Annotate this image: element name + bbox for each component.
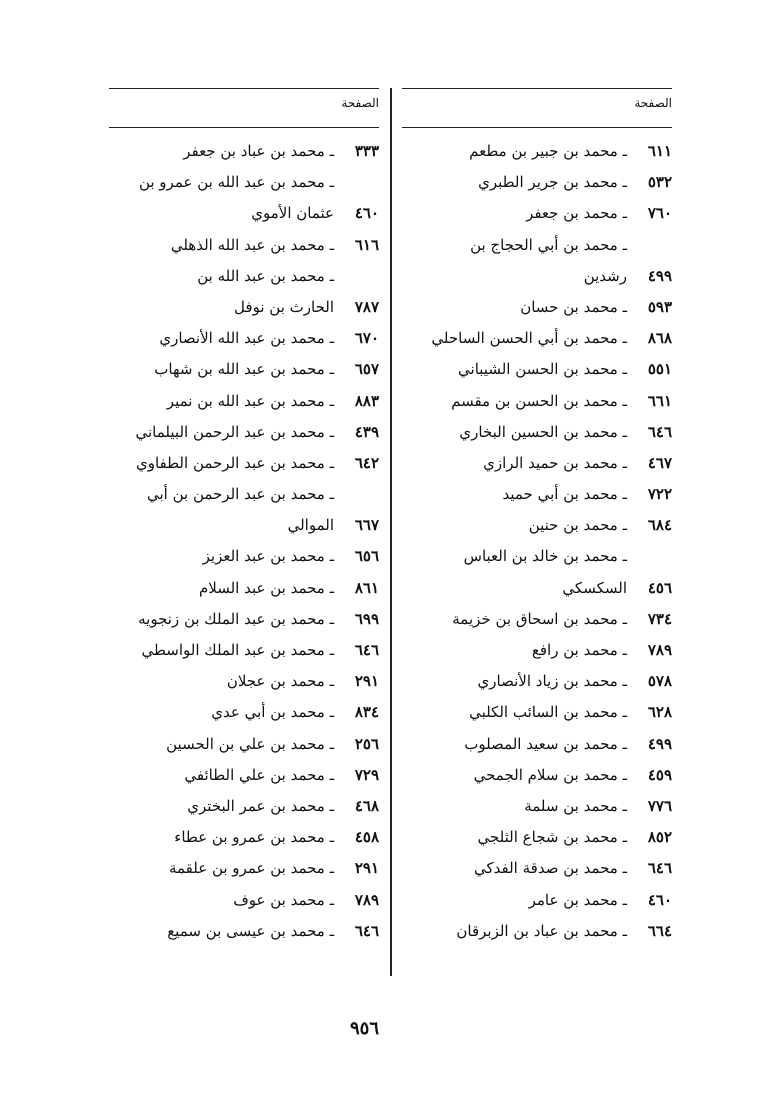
entry-page: ٤٩٩ [647,266,672,285]
entry-name: ـ محمد بن شجاع الثلجي [477,828,627,847]
entry-name: ـ محمد بن عباد بن الزبرقان [456,921,627,940]
entry-page: ٦٨٤ [647,516,672,535]
entry-page: ٨٣٤ [354,703,379,722]
left-entries [109,136,379,947]
index-entry [109,573,379,604]
column-divider [390,88,392,976]
entry-page: ٦٥٧ [354,360,379,379]
index-entry [109,136,379,167]
entry-page: ٢٥٦ [354,734,379,753]
entry-page: ٧٣٤ [647,609,672,628]
entry-name: ـ محمد بن عباد بن جعفر [183,142,334,160]
entry-name: رشدين [583,266,627,285]
entry-name: ـ محمد بن عبد الله بن عمرو بن [138,173,334,192]
entry-page: ٨٥٢ [647,828,672,847]
index-entry [109,604,379,635]
index-entry [402,167,672,198]
entry-page: ٤٩٩ [647,734,672,753]
index-entry [109,916,379,947]
index-entry [109,697,379,728]
entry-name: ـ محمد بن سعيد المصلوب [464,734,627,753]
index-entry [402,853,672,884]
index-entry [109,760,379,791]
entry-page: ٨٦٨ [647,329,672,348]
entry-page: ٧٧٦ [647,796,672,815]
entry-page: ٦٤٦ [354,641,379,659]
entry-name: ـ محمد بن عبد الرحمن بن أبي [146,485,334,504]
entry-name: ـ محمد بن حنين [528,516,627,535]
entry-name: ـ محمد بن عيسى بن سميع [167,921,334,940]
index-entry [109,261,379,292]
entry-page: ٦٩٩ [354,609,379,628]
index-entry [402,510,672,541]
entry-page: ٤٦٠ [647,890,672,909]
index-entry [402,354,672,385]
index-entry [402,729,672,760]
index-entry [109,729,379,760]
entry-name: ـ محمد بن الحسن بن مقسم [451,391,627,410]
index-entry [109,323,379,354]
index-entry [402,604,672,635]
entry-name: ـ محمد بن اسحاق بن خزيمة [452,609,627,628]
entry-page: ٢٩١ [354,859,379,878]
entry-name: ـ محمد بن أبي عدي [211,703,334,722]
entry-name: ـ محمد بن عمر البختري [187,796,334,815]
index-entry [402,791,672,822]
index-entry [109,791,379,822]
entry-page: ٦٤٦ [354,921,379,940]
entry-page: ٤٦٧ [647,453,672,472]
entry-name: ـ محمد بن زياد الأنصاري [477,672,627,691]
index-entry [109,386,379,417]
entry-name: ـ محمد بن أبي حميد [502,485,627,504]
entry-page: ٣٣٣ [354,142,379,160]
entry-page: ٦٢٨ [647,703,672,722]
entry-name: ـ محمد بن أبي الحسن الساحلي [431,329,627,348]
index-entry [402,666,672,697]
entry-name: ـ محمد بن أبي الحجاج بن [470,235,627,254]
page-number: ٩٥٦ [350,1018,380,1039]
index-entry [402,541,672,572]
index-entry [402,697,672,728]
entry-name: ـ محمد بن سلام الجمحي [473,765,627,784]
entry-page: ٧٨٧ [354,297,379,316]
entry-page: ٤٦٨ [354,796,379,815]
entry-name: ـ محمد بن خالد بن العباس [463,547,627,566]
entry-page: ٧٨٩ [647,641,672,659]
entry-name: ـ محمد بن جرير الطبري [478,173,627,192]
index-entry [402,573,672,604]
right-entries [402,136,672,947]
index-entry [109,541,379,572]
entry-name: السكسكي [562,578,627,597]
index-entry [402,323,672,354]
entry-name: ـ محمد بن عبد السلام [198,578,334,597]
index-entry [402,760,672,791]
index-entry [109,198,379,229]
entry-name: ـ محمد بن عبد الله بن شهاب [154,360,334,379]
right-column [402,88,672,947]
index-entry [402,916,672,947]
entry-name: ـ محمد بن حميد الرازي [483,453,627,472]
index-entry [402,885,672,916]
entry-page: ٦٦٤ [647,921,672,940]
entry-page: ٧٨٩ [354,890,379,909]
entry-page: ٦٦٧ [354,516,379,535]
index-entry [402,261,672,292]
index-entry [402,479,672,510]
entry-name: ـ محمد بن عبد الله الأنصاري [159,329,334,348]
entry-page: ٦٦١ [647,391,672,410]
index-entry [109,479,379,510]
entry-name: ـ محمد بن سلمة [524,796,627,815]
index-entry [402,292,672,323]
entry-name: عثمان الأموي [251,204,334,223]
entry-page: ٦٤٦ [647,859,672,878]
index-entry [109,230,379,261]
entry-name: ـ محمد بن عبد العزيز [202,547,334,566]
entry-page: ٤٦٠ [354,204,379,223]
right-column-header [402,88,672,128]
entry-name: ـ محمد بن عامر [528,890,627,909]
entry-name: ـ محمد بن حسان [520,297,627,316]
index-entry [109,666,379,697]
entry-name: ـ محمد بن عبد الملك الواسطي [141,641,334,659]
entry-page: ٦٧٠ [354,329,379,348]
entry-page: ٥٣٢ [647,173,672,192]
entry-name: ـ محمد بن الحسين البخاري [459,422,627,441]
entry-name: ـ محمد بن عمرو بن علقمة [168,859,334,878]
entry-page: ٤٥٦ [647,578,672,597]
entry-page: ٦١٦ [354,235,379,254]
left-column-header [109,88,379,128]
entry-name: ـ محمد بن عبد الرحمن الطفاوي [135,453,334,472]
entry-name: ـ محمد بن رافع [531,641,627,659]
index-entry [109,167,379,198]
entry-page: ٥٩٣ [647,297,672,316]
index-entry [109,885,379,916]
index-entry [402,136,672,167]
entry-name: ـ محمد بن عبد الله بن نمير [166,391,334,410]
entry-name: الحارث بن نوفل [234,297,334,316]
page-column-label: الصفحة [341,96,379,110]
index-entry [109,822,379,853]
index-entry [402,198,672,229]
index-entry [402,230,672,261]
entry-name: الموالي [287,516,334,535]
index-entry [109,354,379,385]
entry-page: ٥٥١ [647,360,672,379]
index-entry [109,417,379,448]
index-entry [109,292,379,323]
index-entry [109,448,379,479]
entry-page: ٤٥٨ [354,828,379,847]
index-entry [109,853,379,884]
entry-page: ٤٥٩ [647,765,672,784]
entry-name: ـ محمد بن عوف [233,890,334,909]
left-column [109,88,379,947]
entry-name: ـ محمد بن علي الطائفي [184,765,334,784]
index-entry [109,635,379,666]
entry-name: ـ محمد بن عبد الله الذهلي [170,235,334,254]
entry-name: ـ محمد بن عبد الملك بن زنجويه [138,609,334,628]
index-entry [402,417,672,448]
page-column-label: الصفحة [634,96,672,110]
entry-name: ـ محمد بن السائب الكلبي [469,703,627,722]
entry-page: ٧٦٠ [647,204,672,223]
index-entry [402,635,672,666]
entry-name: ـ محمد بن الحسن الشيباني [458,360,627,379]
entry-page: ٤٣٩ [354,422,379,441]
index-entry [402,448,672,479]
index-entry [402,822,672,853]
entry-name: ـ محمد بن عبد الرحمن البيلماني [135,422,334,441]
entry-name: ـ محمد بن صدقة الفدكي [474,859,627,878]
entry-page: ٦١١ [647,142,672,160]
entry-page: ٦٥٦ [354,547,379,566]
entry-name: ـ محمد بن عجلان [226,672,334,691]
entry-name: ـ محمد بن جعفر [526,204,627,223]
entry-page: ٦٤٢ [354,453,379,472]
entry-page: ٢٩١ [354,672,379,691]
entry-page: ٧٢٩ [354,765,379,784]
entry-name: ـ محمد بن عبد الله بن [197,266,334,285]
entry-name: ـ محمد بن علي بن الحسين [166,734,334,753]
index-entry [402,386,672,417]
entry-name: ـ محمد بن عمرو بن عطاء [174,828,334,847]
entry-page: ٥٧٨ [647,672,672,691]
index-entry [109,510,379,541]
entry-page: ٧٢٢ [647,485,672,504]
entry-name: ـ محمد بن جبير بن مطعم [469,142,627,160]
entry-page: ٨٦١ [354,578,379,597]
entry-page: ٨٨٣ [354,391,379,410]
entry-page: ٦٤٦ [647,422,672,441]
